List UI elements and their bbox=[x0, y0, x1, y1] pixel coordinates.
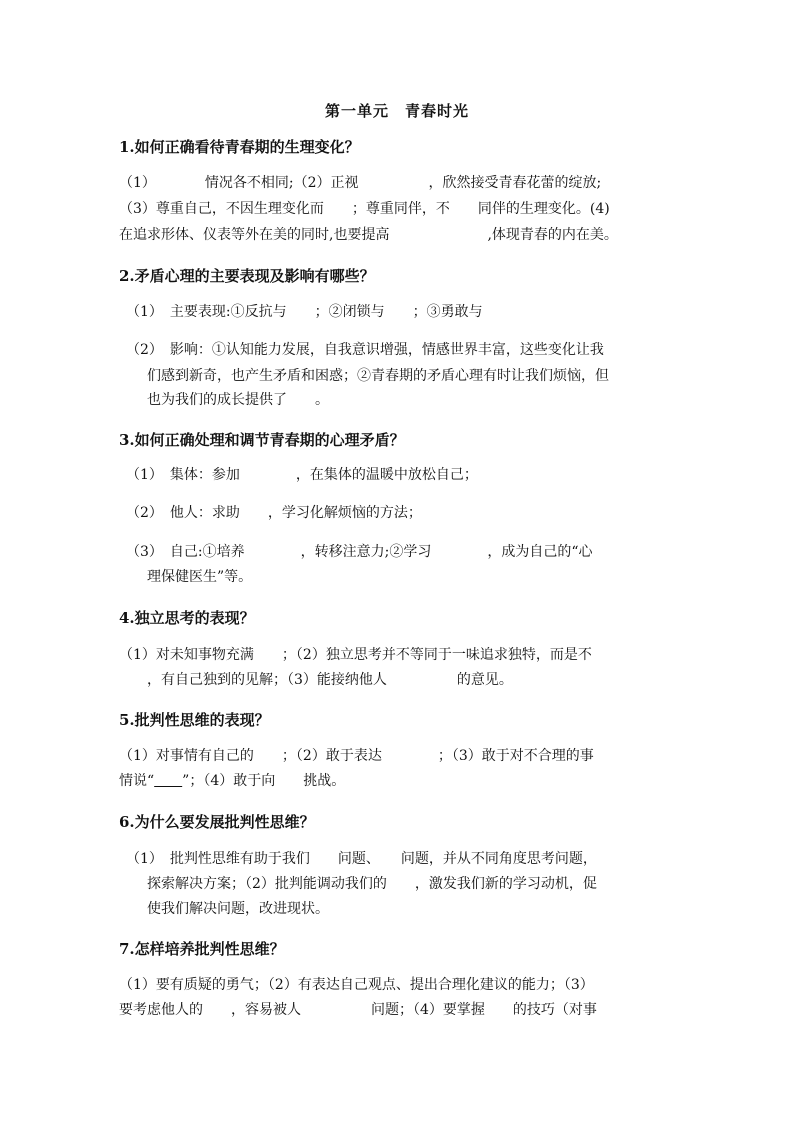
q2-line-1: （1） 主要表现:①反抗与 ；②闭锁与 ；③勇敢与 bbox=[126, 304, 483, 320]
q5-line-1: （1）对事情有自己的 ；（2）敢于表达 ；（3）敢于对不合理的事 bbox=[119, 748, 594, 764]
q1-line-2: （3）尊重自己，不因生理变化而 ；尊重同伴，不 同伴的生理变化。(4) bbox=[119, 201, 610, 217]
q7-line-1: （1）要有质疑的勇气；（2）有表达自己观点、提出合理化建议的能力；（3） bbox=[119, 977, 594, 993]
q1-line-1: （1） 情况各不相同;（2）正视 ，欣然接受青春花蕾的绽放; bbox=[119, 175, 602, 191]
question-4-heading: 4.独立思考的表现？ bbox=[119, 609, 255, 627]
q6-line-3: 使我们解决问题，改进现状。 bbox=[147, 901, 329, 917]
question-5-heading: 5.批判性思维的表现？ bbox=[119, 711, 270, 729]
q3-line-1: （1） 集体：参加 ，在集体的温暖中放松自己； bbox=[126, 467, 478, 483]
q5-line-2-end: ”；（4）敢于向 挑战。 bbox=[182, 773, 346, 789]
q5-line-2-start: 情说“ bbox=[119, 773, 155, 789]
unit-title: 第一单元 青春时光 bbox=[324, 102, 469, 120]
question-1-heading: 1.如何正确看待青春期的生理变化？ bbox=[119, 138, 360, 156]
q4-line-1: （1）对未知事物充满 ；（2）独立思考并不等同于一味追求独特，而是不 bbox=[119, 647, 592, 663]
q5-blank-underline bbox=[154, 773, 182, 789]
q6-line-1: （1） 批判性思维有助于我们 问题、 问题，并从不同角度思考问题， bbox=[126, 851, 597, 867]
question-7-heading: 7.怎样培养批判性思维？ bbox=[119, 940, 285, 958]
q1-line-3: 在追求形体、仪表等外在美的同时,也要提高 ,体现青春的内在美。 bbox=[119, 227, 618, 243]
q7-line-2: 要考虑他人的 ，容易被人 问题；（4）要掌握 的技巧（对事 bbox=[119, 1002, 597, 1018]
q5-line-2 bbox=[119, 771, 345, 791]
q4-line-2: ，有自己独到的见解；（3）能接纳他人 的意见。 bbox=[119, 672, 513, 688]
question-3-heading: 3.如何正确处理和调节青春期的心理矛盾？ bbox=[119, 431, 405, 449]
q2-line-3: 们感到新奇，也产生矛盾和困惑；②青春期的矛盾心理有时让我们烦恼，但 bbox=[147, 368, 609, 384]
q3-line-3: （3） 自己:①培养 ，转移注意力;②学习 ，成为自己的“心 bbox=[126, 544, 593, 560]
question-6-heading: 6.为什么要发展批判性思维？ bbox=[119, 813, 315, 831]
q2-line-4: 也为我们的成长提供了 。 bbox=[147, 392, 329, 408]
q3-line-4: 理保健医生”等。 bbox=[147, 569, 253, 585]
q2-line-2: （2） 影响：①认知能力发展，自我意识增强，情感世界丰富，这些变化让我 bbox=[126, 342, 604, 358]
q6-line-2: 探索解决方案；（2）批判能调动我们的 ，激发我们新的学习动机，促 bbox=[147, 876, 597, 892]
question-2-heading: 2.矛盾心理的主要表现及影响有哪些？ bbox=[119, 267, 375, 285]
q3-line-2: （2） 他人：求助 ，学习化解烦恼的方法； bbox=[126, 505, 422, 521]
